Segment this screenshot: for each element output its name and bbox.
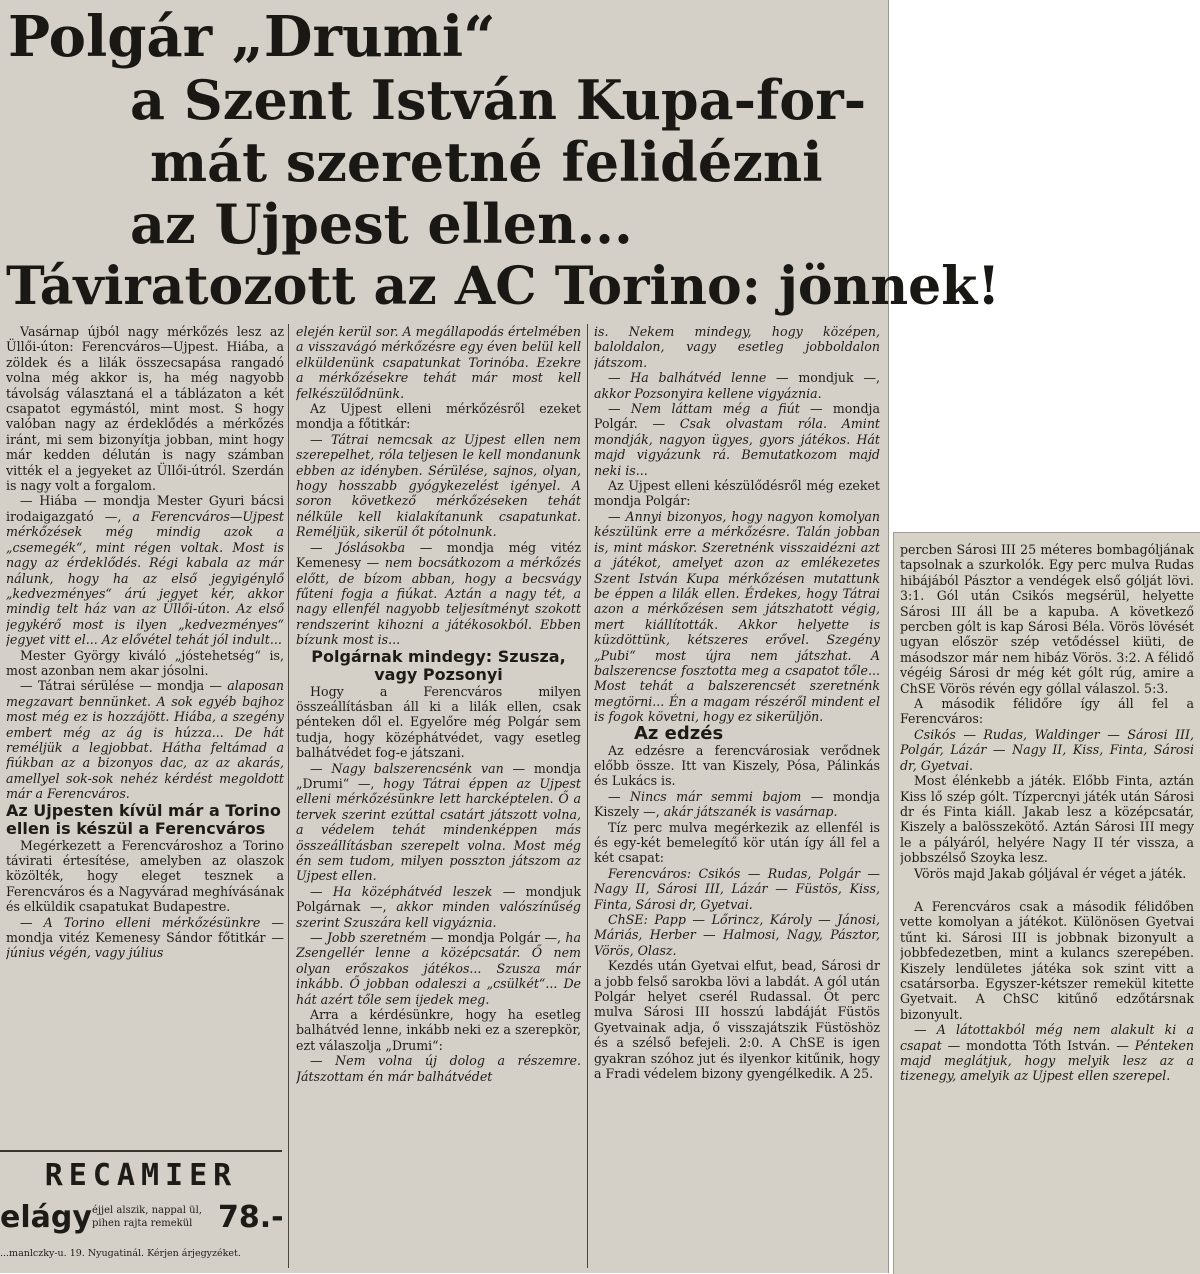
paragraph xyxy=(6,915,284,961)
paragraph: Most élénkebb a játék. Előbb Finta, aztán Kiss lő szép gólt. Tízpercnyi játék után Sárosi dr és Finta kiáll. Jakab lesz a középcsatár, Kiszely a balösszekötő. Aztán Sárosi III megy le a pályáról, helyére Nagy II tér vissza, a jobbszélső Szoyka lesz. xyxy=(900,773,1194,866)
ad-offer-line xyxy=(0,1200,282,1240)
ad-word: elágy xyxy=(0,1200,92,1235)
paragraph: Mester György kiváló „jóstehetség“ is, most azonban nem akar jósolni. xyxy=(6,647,284,678)
text-span: mondja Kiszely —, xyxy=(594,788,880,820)
quote-span: akkor Pozsonyira kellene vigyáznia. xyxy=(594,385,822,401)
quote-span: — Ha balhátvéd lenne — xyxy=(608,370,789,386)
paragraph: — Annyi bizonyos, hogy nagyon komolyan készülünk erre a mérkőzésre. Talán jobban is, mint máskor. Szeretnénk visszaidézni azt a játékot, amelyet azon az emlékezetes Szent István Kupa mérkőzésen mutattunk be éppen a lilák ellen. Érdekes, hogy Tátrai azon a mérkőzésen sem játszhatott végig, mert kiállították. Akkor helyette is küzdöttünk, kétszeres erővel. Szegény „Pubi“ most újra nem játszhat. A balszerencse fosztotta meg a csapatot tőle... Most tehát a balszerencsét szeretnénk megtörni... Én a magam részéről mindent el is fogok követni, hogy ez sikerüljön. xyxy=(594,508,880,725)
paragraph: Az Ujpest elleni mérkőzésről ezeket mondja a főtitkár: xyxy=(296,401,581,432)
quote-span: — Nincs már semmi bajom — xyxy=(608,788,824,804)
paragraph xyxy=(296,540,581,648)
quote-span: akkor minden valószínűség szerint Szuszára kell vigyáznia. xyxy=(296,899,581,930)
quote-span: hogy Tátrai éppen az Ujpest elleni mérkőzésünkre lett harcképtelen. Ő a tervek szerint ezúttal csatárt játszott volna, a védelem tehát mindenképpen más összeállításban szerepelt volna. Most még én sem tudom, milyen posszton játszom az Ujpest ellen. xyxy=(296,775,581,884)
paragraph: Az edzésre a ferencvárosiak verődnek előbb össze. Itt van Kiszely, Pósa, Pálinkás és Lukács is. xyxy=(594,742,880,789)
headline-line-3: mát szeretné felidézni xyxy=(150,130,823,194)
ad-price: 78.- xyxy=(218,1200,284,1235)
paragraph: percben Sárosi III 25 méteres bombagóljának tapsolnak a szurkolók. Egy perc mulva Rudas hibájából Pásztor a vendégek első gólját lövi. 3:1. Gól után Csikós megsérül, helyette Sárosi III áll be a kapuba. A következő percben gólt is kap Sárosi Béla. Vörös lövését ugyan először szép vetődéssel kiüti, de másodszor már nem hibáz Vörös. 3:2. A félidő végéig Sárosi dr még két gólt rúg, amire a ChSE Vörös révén egy góllal válaszol. 5:3. xyxy=(900,542,1194,696)
ad-address: ...manlczky-u. 19. Nyugatinál. Kérjen árjegyzéket. xyxy=(0,1248,241,1259)
column-rule xyxy=(288,324,289,1268)
paragraph: Megérkezett a Ferencvároshoz a Torino távirati értesítése, amelyben az olaszok közölték, hogy eleget tesznek a Ferencváros és a Nagyvárad meghívásának és elküldik csapatukat Budapestre. xyxy=(6,837,284,915)
quote-span: ha Zsengellér lenne a középcsatár. Ő nem olyan erőszakos játékos... Szusza már inkább. Ő jobban odaleszi a „csülkét“... De hát azért tőle sem ijedek meg. xyxy=(296,930,581,1007)
text-span: mondja Polgár. — xyxy=(594,401,880,432)
subheadline: Táviratozott az AC Torino: jönnek! xyxy=(6,256,1001,317)
quote-span: — Nagy balszerencsénk van — xyxy=(310,760,526,776)
quote-span: nem bocsátkozom a mérkőzés előtt, de bízom abban, hogy a becsvágy fűteni fogja a fiúkat. Aztán a nagy tét, a nagy ellenfél nagyobb teljesítményt szokott rendszerint kihozni a játékosokból. Ebben bízunk most is... xyxy=(296,555,581,648)
quote-span: a Ferencváros—Ujpest mérkőzések még mindig azok a „csemegék“, mint régen voltak. Most is nagy az érdeklődés. Régi kabala az már nálunk, hogy ha az első jegyigénylő „kedvezményes“ árú jegyet kér, akkor mindig telt ház van az Üllői-úton. Az első jegykérő most is ilyen „kedvezményes“ jegyet vitt el... Az elővétel tehát jól indult... xyxy=(6,508,284,648)
text-span: mondja még vitéz Kemenesy — xyxy=(296,539,581,571)
quote-span: — A Torino elleni mérkőzésünkre xyxy=(20,914,261,930)
lineup-ferencvaros: Ferencváros: Csikós — Rudas, Polgár — Nagy II, Sárosi III, Lázár — Füstös, Kiss, Finta, Sárosi dr, Gyetvai. xyxy=(594,865,880,912)
paragraph xyxy=(900,1022,1194,1084)
paragraph xyxy=(296,761,581,884)
paragraph xyxy=(594,789,880,820)
text-span: mondotta Tóth István. — xyxy=(966,1037,1129,1053)
quote-span: — A látottakból még nem alakult ki a csapat — xyxy=(900,1022,1194,1053)
paragraph xyxy=(296,930,581,1007)
paragraph: Az Ujpest elleni készülődésről még ezeket mondja Polgár: xyxy=(594,478,880,509)
paragraph: Arra a kérdésünkre, hogy ha esetleg balhátvéd lenne, inkább neki ez a szerepkör, ezt válaszolja „Drumi“: xyxy=(296,1007,581,1053)
text-span: — Hiába — mondja Mester Gyuri bácsi irodaigazgató —, xyxy=(6,493,284,524)
paragraph: Hogy a Ferencváros milyen összeállításban áll ki a lilák ellen, csak pénteken dől el. Egyelőre még Polgár sem tudja, hogy középhátvédet, vagy esetleg balhátvédet fog-e játszani. xyxy=(296,683,581,761)
article-column-3 xyxy=(594,324,880,1274)
quote-span: alaposan megzavart bennünket. A sok egyéb bajhoz most még ez is hozzájött. Hiába, a szegény embert még az ág is húzza... De hát reméljük a legjobbat. Hátha feltámad a fiúkban az a bizonyos dac, az az akarás, amellyel sok-sok nehéz kérdést megoldott már a Ferencváros. xyxy=(6,678,284,802)
headline-line-2: a Szent István Kupa-for- xyxy=(130,68,867,132)
section-subheading: Az Ujpesten kívül már a Torino ellen is készül a Ferencváros xyxy=(6,800,281,838)
text-span: mondja Polgár —, xyxy=(447,930,562,946)
headline-line-1: Polgár „Drumi“ xyxy=(8,4,496,70)
quote-span: — Jobb szeretném — xyxy=(310,930,444,946)
lineup-chse: ChSE: Papp — Lőrincz, Károly — Jánosi, Máriás, Herber — Halmosi, Nagy, Pásztor, Vörös, Olasz. xyxy=(594,912,880,958)
quote-span: — Nem láttam még a fiút — xyxy=(608,401,823,417)
headline-line-4: az Ujpest ellen... xyxy=(130,192,633,256)
paragraph: A második félidőre így áll fel a Ferencváros: xyxy=(900,696,1194,727)
article-column-1 xyxy=(6,324,284,1144)
quote-span: — Ha középhátvéd leszek — xyxy=(310,883,516,899)
paragraph: — Nem volna új dolog a részemre. Játszottam én már balhátvédet xyxy=(296,1053,581,1084)
quote-span: akár játszanék is vasárnap. xyxy=(663,804,838,820)
paragraph: Kezdés után Gyetvai elfut, bead, Sárosi dr a jobb felső sarokba lövi a labdát. A gól után Polgár helyet cserél Rudassal. Öt perc mulva Sárosi III hosszú labdáját Füstös Gyetvainak adja, ő visszajátszik Füstöshöz és a szélső befejeli. 2:0. A ChSE is igen gyakran szóhoz jut és ilyenkor kitűnik, hogy a Fradi védelem bizony gyengélkedik. A 25. xyxy=(594,958,880,1082)
lineup-second-half: Csikós — Rudas, Waldinger — Sárosi III, Polgár, Lázár — Nagy II, Kiss, Finta, Sárosi dr, Gyetvai. xyxy=(900,726,1194,773)
paragraph: elején kerül sor. A megállapodás értelmében a visszavágó mérkőzésre egy éven belül kell elküldenünk csapatunkat Torinóba. Ezekre a mérkőzésekre tehát már most kell felkészülődnünk. xyxy=(296,324,581,401)
paragraph: Vasárnap újból nagy mérkőzés lesz az Üllői-úton: Ferencváros—Ujpest. Hiába, a zöldek és a lilák összecsapása rangadó volna még akkor is, ha még nagyobb távolság választaná el a táblázaton a két csapatot egymástól, mint most. S hogy valóban nagy az érdeklődés a mérkőzés iránt, mi sem bizonyítja jobban, mint hogy már kedden délután is nagy számban vitték el a jegyeket az Üllői-útról. Szerdán is nagy volt a forgalom. xyxy=(6,324,284,494)
quote-span: Pénteken majd meglátjuk, hogy melyik lesz az a tizenegy, amelyik az Ujpest ellen szerepel. xyxy=(900,1037,1194,1084)
text-span: mondja „Drumi“ —, xyxy=(296,760,581,791)
paragraph xyxy=(296,884,581,930)
ad-slogan: éjjel alszik, nappal ül, pihen rajta remekül xyxy=(92,1205,202,1229)
article-column-4 xyxy=(900,542,1194,1270)
paragraph: A Ferencváros csak a második félidőben vette komolyan a játékot. Különösen Gyetvai tűnt ki. Sárosi III is jobbnak bizonyult a jobbfedezetben, mint a kulancs szerepében. Kiszely lendületes játéka sok szint vitt a csatársorba. Egyszer-kétszer remekül kitette Gyetvait. A ChSC kitűnő edzőtársnak bizonyult. xyxy=(900,898,1194,1022)
paragraph xyxy=(594,401,880,478)
paragraph xyxy=(594,370,880,401)
text-span: mondjuk Polgárnak —, xyxy=(296,883,581,915)
ad-brand: RECAMIER xyxy=(44,1158,238,1193)
quote-span: — Jóslásokba — xyxy=(310,539,433,555)
paragraph: Tíz perc mulva megérkezik az ellenfél is és egy-két bemelegítő kör után így áll fel a két csapat: xyxy=(594,819,880,866)
paragraph xyxy=(6,678,284,801)
section-subheading: Polgárnak mindegy: Szusza, vagy Pozsonyi xyxy=(311,646,566,684)
paragraph xyxy=(6,493,284,647)
text-span: mondjuk —, xyxy=(798,370,880,386)
text-span: — mondja vitéz Kemenesy Sándor főtitkár — xyxy=(6,914,284,946)
quote-span: június végén, vagy július xyxy=(6,945,164,961)
paragraph: — Tátrai nemcsak az Ujpest ellen nem szerepelhet, róla teljesen le kell mondanunk ebben az idényben. Sérülése, sajnos, olyan, hogy hosszabb gyógykezelést igényel. A soron következő mérkőzéseken tehát nélküle kell kialakítanunk csapatunkat. Reméljük, sikerül őt pótolnunk. xyxy=(296,431,581,540)
paragraph: Vörös majd Jakab góljával ér véget a játék. xyxy=(914,865,1187,881)
recamier-advertisement xyxy=(0,1150,282,1272)
quote-span: Csak olvastam róla. Amint mondják, nagyon ügyes, gyors játékos. Hát majd vigyázunk rá. Bemutatkozom majd neki is... xyxy=(594,416,880,478)
paragraph: is. Nekem mindegy, hogy középen, baloldalon, vagy esetleg jobboldalon játszom. xyxy=(594,324,880,370)
text-span: — Tátrai sérülése — mondja — xyxy=(20,678,222,694)
article-column-2 xyxy=(296,324,581,1274)
column-rule xyxy=(587,324,588,1268)
section-subheading: Az edzés xyxy=(634,722,724,744)
